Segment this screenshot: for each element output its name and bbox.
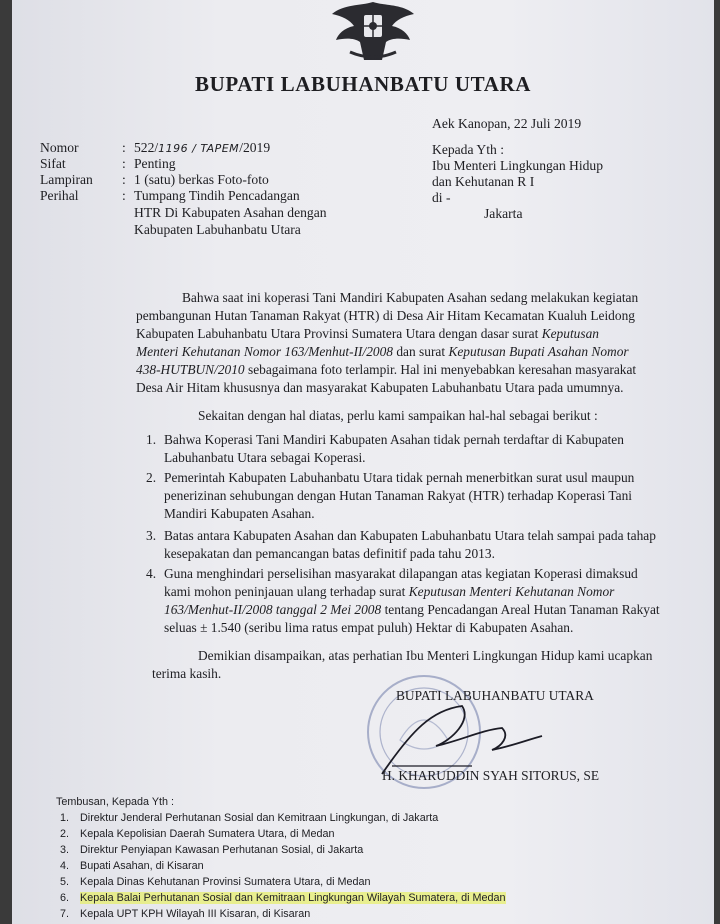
- garuda-emblem-icon: [330, 0, 416, 62]
- body-p1-line-1: Bahwa saat ini koperasi Tani Mandiri Kabupaten Asahan sedang melakukan kegiatan: [182, 290, 639, 305]
- cc-num-5: 5.: [60, 876, 70, 888]
- list-item-num-2: 2.: [146, 470, 157, 485]
- cc-item-5: Kepala Dinas Kehutanan Provinsi Sumatera Utara, di Medan: [80, 876, 371, 888]
- meta-label-sifat: Sifat: [40, 156, 66, 171]
- list-item-2-line-1: Pemerintah Kabupaten Labuhanbatu Utara tidak pernah menerbitkan surat usul maupun: [164, 470, 635, 485]
- list-item-2-line-2: penerizinan sehubungan dengan Hutan Tanaman Rakyat (HTR) terhadap Koperasi Tani: [164, 488, 633, 503]
- signature-office: BUPATI LABUHANBATU UTARA: [396, 688, 594, 703]
- body-p2: Sekaitan dengan hal diatas, perlu kami sampaikan hal-hal sebagai berikut :: [198, 408, 598, 423]
- meta-value-sifat: Penting: [134, 156, 176, 171]
- place-date: Aek Kanopan, 22 Juli 2019: [432, 116, 582, 131]
- cc-item-2: Kepala Kepolisian Daerah Sumatera Utara, di Medan: [80, 828, 335, 840]
- body-p1-line-3: Kabupaten Labuhanbatu Utara Provinsi Sumatera Utara dengan dasar surat Keputusan: [136, 326, 599, 341]
- recipient-line-3: dan Kehutanan R I: [432, 174, 535, 189]
- list-item-num-4: 4.: [146, 566, 157, 581]
- meta-value-perihal-3: Kabupaten Labuhanbatu Utara: [134, 222, 301, 237]
- meta-label-nomor: Nomor: [40, 140, 79, 155]
- meta-value-nomor: 522/1196 / TAPEM/2019: [134, 140, 271, 155]
- recipient-city: Jakarta: [484, 206, 523, 221]
- list-item-2-line-3: Mandiri Kabupaten Asahan.: [164, 506, 315, 521]
- cc-num-1: 1.: [60, 812, 70, 824]
- list-item-1-line-2: Labuhanbatu Utara sebagai Koperasi.: [164, 450, 366, 465]
- cc-num-7: 7.: [60, 908, 70, 920]
- meta-label-perihal: Perihal: [40, 188, 79, 203]
- meta-label-lampiran: Lampiran: [40, 172, 93, 187]
- list-item-3-line-1: Batas antara Kabupaten Asahan dan Kabupaten Labuhanbatu Utara telah sampai pada tahap: [164, 528, 656, 543]
- cc-heading: Tembusan, Kepada Yth :: [56, 796, 175, 808]
- closing-line-1: Demikian disampaikan, atas perhatian Ibu Menteri Lingkungan Hidup kami ucapkan: [198, 648, 653, 663]
- closing-line-2: terima kasih.: [152, 666, 222, 681]
- cc-item-7: Kepala UPT KPH Wilayah III Kisaran, di Kisaran: [80, 908, 311, 920]
- recipient-line-1: Kepada Yth :: [432, 142, 504, 157]
- body-p1-line-6: Desa Air Hitam khususnya dan masyarakat Kabupaten Labuhanbatu Utara pada umumnya.: [136, 380, 624, 395]
- recipient-line-2: Ibu Menteri Lingkungan Hidup: [432, 158, 604, 173]
- letterhead-title: BUPATI LABUHANBATU UTARA: [194, 72, 532, 96]
- cc-num-4: 4.: [60, 860, 70, 872]
- cc-item-4: Bupati Asahan, di Kisaran: [80, 860, 204, 872]
- meta-value-lampiran: 1 (satu) berkas Foto-foto: [134, 172, 269, 187]
- list-item-3-line-2: kesepakatan dan pemancangan batas definitif pada tahu 2013.: [164, 546, 495, 561]
- meta-value-perihal-2: HTR Di Kabupaten Asahan dengan: [134, 205, 327, 220]
- letter-page: BUPATI LABUHANBATU UTARA Aek Kanopan, 22 Juli 2019 Nomor : 522/1196 / TAPEM/2019 Sifat : Penting Lampiran : 1 (satu) berkas Foto-foto Perihal : Tumpang Tindih Pencadangan HTR Di Kabupaten Asahan dengan Kabupaten Labuhanbatu Utara Kepada Yth : Ibu Menteri Lingkungan Hidup dan Kehutanan R I di - Jakarta Bahwa saat ini koperasi Tani Mandiri Kabupaten Asahan sedang melakukan kegiatan pembangunan Hutan Tanaman Rakyat (HTR) di Desa Air Hitam Kecamatan Kualuh Leidong Kabupaten Labuhanbatu Utara Provinsi Sumatera Utara dengan dasar surat Keputusan Menteri Kehutanan Nomor 163/Menhut-II/2008 dan surat Keputusan Bupati Asahan Nomor 438-HUTBUN/2010 sebagaimana foto terlampir. Hal ini menyebabkan keresahan masyarakat Desa Air Hitam khususnya dan masyarakat Kabupaten Labuhanbatu Utara pada umumnya. Sekaitan dengan hal diatas, perlu kami sampaikan hal-hal sebagai berikut : 1. Bahwa Koperasi Tani Mandiri Kabupaten Asahan tidak pernah terdaftar di Kabupaten Labuhanbatu Utara sebagai Koperasi. 2. Pemerintah Kabupaten Labuhanbatu Utara tidak pernah menerbitkan surat usul maupun penerizinan sehubungan dengan Hutan Tanaman Rakyat (HTR) terhadap Koperasi Tani Mandiri Kabupaten Asahan. 3. Batas antara Kabupaten Asahan dan Kabupaten Labuhanbatu Utara telah sampai pada tahap kesepakatan dan pemancangan batas definitif pada tahu 2013. 4. Guna menghindari perselisihan masyarakat dilapangan atas kegiatan Koperasi dimaksud kami mohon peninjauan ulang terhadap surat Keputusan Menteri Kehutanan Nomor 163/Menhut-II/2008 tanggal 2 Mei 2008 tentang Pencadangan Areal Hutan Tanaman Rakyat seluas ± 1.540 (seribu lima ratus empat puluh) Hektar di Kabupaten Asahan. Demikian disampaikan, atas perhatian Ibu Menteri Lingkungan Hidup kami ucapkan terima kasih. BUPATI LABUHANBATU UTARA H. KHARUDDIN SYAH SITORUS, SE Tembusan, Kepada Yth : 1. Direktur Jenderal Perhutanan Sosial dan Kemitraan Lingkungan, di Jakarta 2. Kepala Kepolisian Daerah Sumatera Utara, di Medan 3. Direktur Penyiapan Kawasan Perhutanan Sosial, di Jakarta 4. Bupati Asahan, di Kisaran 5. Kepala Dinas Kehutanan Provinsi Sumatera Utara, di Medan 6. Kepala Balai Perhutanan Sosial dan Kemitraan Lingkungan Wilayah Sumatera, di Medan 7. Kepala UPT KPH Wilayah III Kisaran, di Kisaran: [12, 0, 714, 924]
- list-item-num-1: 1.: [146, 432, 157, 447]
- body-p1-line-2: pembangunan Hutan Tanaman Rakyat (HTR) di Desa Air Hitam Kecamatan Kualuh Leidong: [136, 308, 635, 323]
- cc-num-3: 3.: [60, 844, 70, 856]
- cc-item-6-highlighted: Kepala Balai Perhutanan Sosial dan Kemitraan Lingkungan Wilayah Sumatera, di Medan: [80, 892, 506, 904]
- cc-item-3: Direktur Penyiapan Kawasan Perhutanan Sosial, di Jakarta: [80, 844, 364, 856]
- signature-name: H. KHARUDDIN SYAH SITORUS, SE: [382, 768, 600, 783]
- cc-item-1: Direktur Jenderal Perhutanan Sosial dan Kemitraan Lingkungan, di Jakarta: [80, 812, 439, 824]
- list-item-num-3: 3.: [146, 528, 157, 543]
- cc-num-2: 2.: [60, 828, 70, 840]
- recipient-line-4: di -: [432, 190, 451, 205]
- body-p1-line-4: Menteri Kehutanan Nomor 163/Menhut-II/2008 dan surat Keputusan Bupati Asahan Nomor: [136, 344, 629, 359]
- list-item-4-line-4: seluas ± 1.540 (seribu lima ratus empat puluh) Hektar di Kabupaten Asahan.: [164, 620, 574, 635]
- list-item-4-line-2: kami mohon peninjauan ulang terhadap surat Keputusan Menteri Kehutanan Nomor: [164, 584, 615, 599]
- list-item-4-line-1: Guna menghindari perselisihan masyarakat dilapangan atas kegiatan Koperasi dimaksud: [164, 566, 638, 581]
- meta-value-perihal-1: Tumpang Tindih Pencadangan: [134, 188, 300, 203]
- cc-num-6: 6.: [60, 892, 70, 904]
- list-item-4-line-3: 163/Menhut-II/2008 tanggal 2 Mei 2008 tentang Pencadangan Areal Hutan Tanaman Rakyat: [164, 602, 660, 617]
- body-p1-line-5: 438-HUTBUN/2010 sebagaimana foto terlampir. Hal ini menyebabkan keresahan masyarakat: [136, 362, 637, 377]
- list-item-1-line-1: Bahwa Koperasi Tani Mandiri Kabupaten Asahan tidak pernah terdaftar di Kabupaten: [164, 432, 624, 447]
